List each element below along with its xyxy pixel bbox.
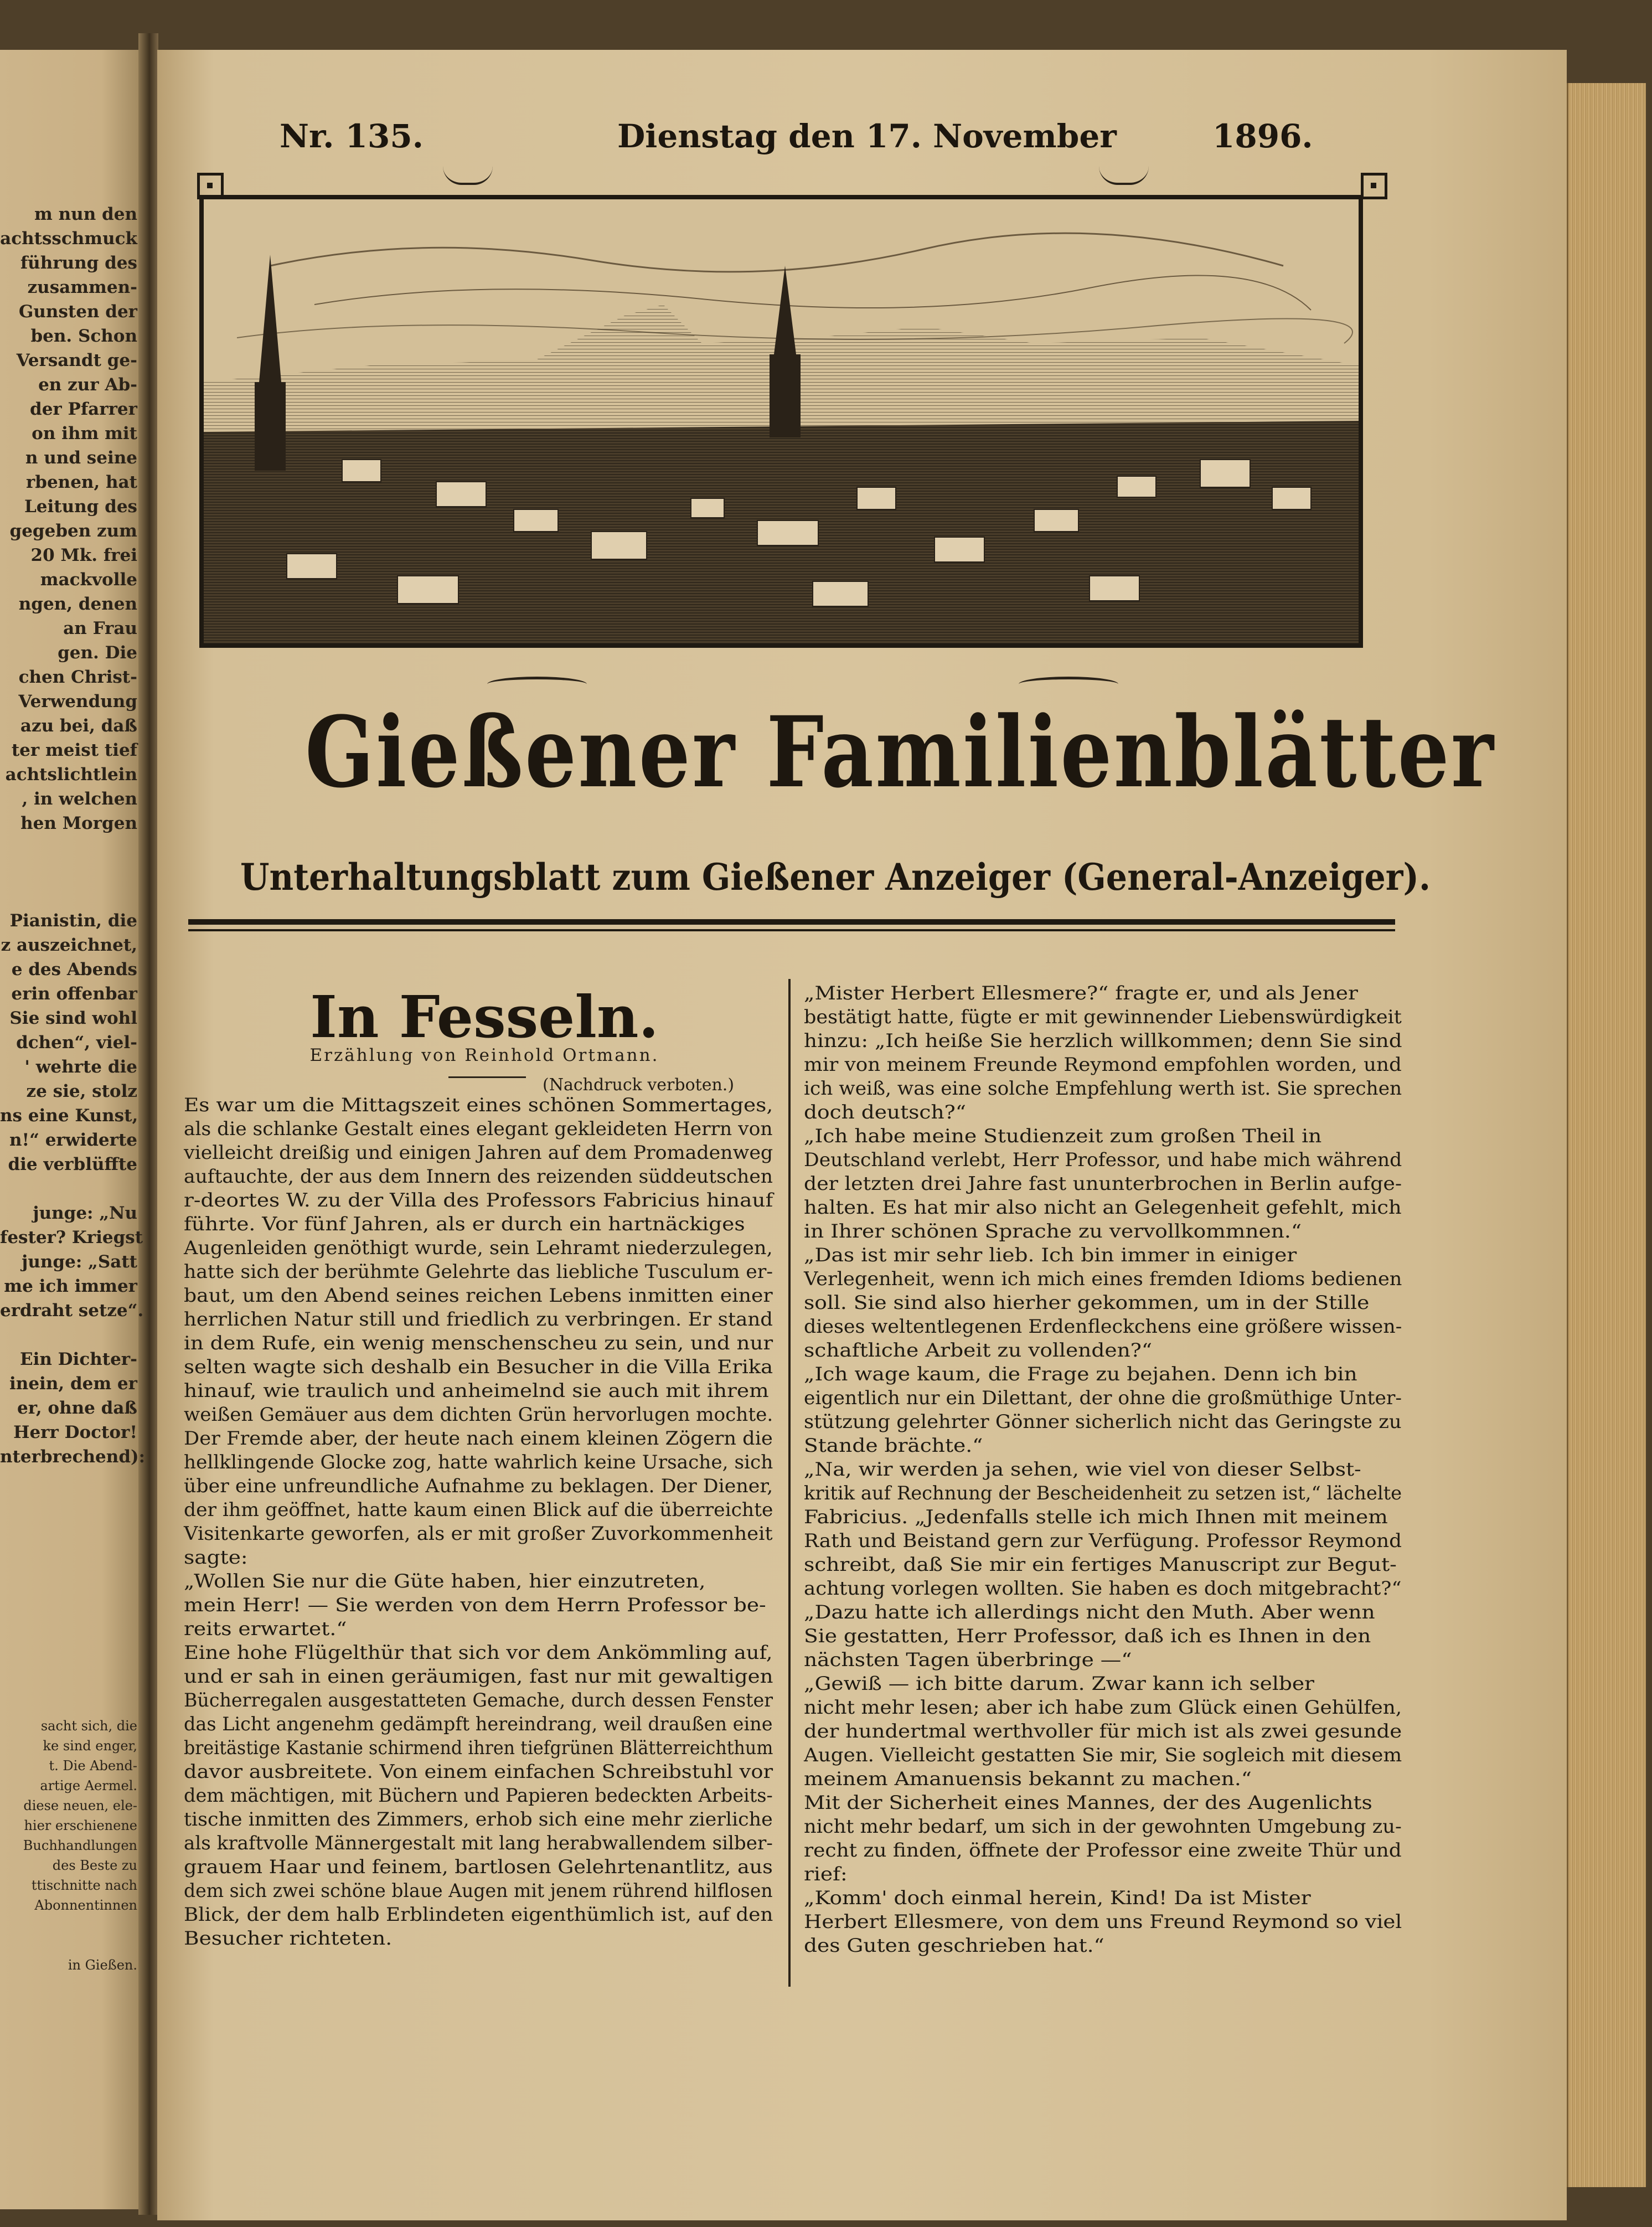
article-title: In Fesseln. <box>310 983 659 1051</box>
issue-number: Nr. 135. <box>280 117 424 155</box>
article-text-line: Es war um die Mittagszeit eines schönen Sommertages, <box>184 1094 773 1116</box>
article-text-line: mein Herr! — Sie werden von dem Herrn Professor be- <box>184 1594 766 1616</box>
article-text-line: doch deutsch?“ <box>804 1101 966 1123</box>
article-text-line: davor ausbreitete. Von einem einfachen Schreibstuhl vor <box>184 1761 773 1782</box>
previous-page-line: 20 Mk. frei <box>30 545 137 565</box>
article-text-line: kritik auf Rechnung der Bescheidenheit zu setzen ist,“ lächelte <box>804 1482 1402 1504</box>
article-text-line: Eine hohe Flügelthür that sich vor dem Ankömmling auf, <box>184 1642 773 1663</box>
masthead-rule-thick <box>188 919 1395 925</box>
article-text-line: und er sah in einen geräumigen, fast nur mit gewaltigen <box>184 1666 773 1687</box>
previous-page-line: gegeben zum <box>9 521 137 541</box>
previous-page-line: ze sie, stolz <box>26 1081 137 1101</box>
previous-page-line: junge: „Nu <box>33 1203 137 1223</box>
masthead-title: Gießener Familienblätter <box>304 695 1496 810</box>
previous-page-line: diese neuen, ele- <box>23 1798 137 1813</box>
article-text-line: selten wagte sich deshalb ein Besucher in die Villa Erika <box>184 1356 773 1378</box>
masthead-rule-thin <box>188 929 1395 931</box>
issue-year: 1896. <box>1212 117 1313 155</box>
article-text-line: eigentlich nur ein Dilettant, der ohne die großmüthige Unter- <box>804 1387 1402 1409</box>
previous-page-line: mackvolle <box>40 570 137 590</box>
previous-page-line: fester? Kriegst <box>0 1228 143 1247</box>
article-text-line: Fabricius. „Jedenfalls stelle ich mich Ihnen mit meinem <box>804 1506 1388 1528</box>
article-text-line: der hundertmal werthvoller für mich ist als zwei gesunde <box>804 1720 1402 1742</box>
article-text-line: reits erwartet.“ <box>184 1618 347 1640</box>
article-text-line: „Komm' doch einmal herein, Kind! Da ist Mister <box>804 1887 1311 1909</box>
article-text-line: dem mächtigen, mit Büchern und Papieren bedeckten Arbeits- <box>184 1785 773 1806</box>
previous-page-line: Sie sind wohl <box>9 1008 137 1028</box>
town-panorama-drawing <box>204 199 1359 643</box>
article-byline: Erzählung von Reinhold Ortmann. <box>309 1045 659 1065</box>
previous-page-line: z auszeichnet, <box>1 935 137 955</box>
article-column-left <box>184 1093 773 1950</box>
previous-page-line: an Frau <box>63 618 137 638</box>
previous-page-line: der Pfarrer <box>30 399 137 419</box>
article-text-line: „Ich habe meine Studienzeit zum großen Theil in <box>804 1125 1322 1147</box>
article-text-line: der ihm geöffnet, hatte kaum einen Blick auf die überreichte <box>184 1499 773 1520</box>
previous-page-line: rbenen, hat <box>25 472 137 492</box>
article-text-line: auftauchte, der aus dem Innern des reizenden süddeutschen <box>184 1166 773 1187</box>
previous-page-line: n und seine <box>25 448 137 468</box>
previous-page-line: achtslichtlein <box>5 765 137 785</box>
previous-page-line: Buchhandlungen <box>23 1838 137 1853</box>
article-text-line: Herbert Ellesmere, von dem uns Freund Reymond so viel <box>804 1911 1402 1932</box>
article-text-line: herrlichen Natur still und friedlich zu verbringen. Er stand <box>184 1308 773 1330</box>
article-text-line: führte. Vor fünf Jahren, als er durch ein hartnäckiges <box>184 1213 745 1235</box>
article-text-line: „Mister Herbert Ellesmere?“ fragte er, und als Jener <box>804 982 1358 1004</box>
article-text-line: achtung vorlegen wollten. Sie haben es doch mitgebracht?“ <box>804 1578 1402 1599</box>
previous-page-line: erdraht setze“. <box>0 1301 144 1321</box>
article-text-line: „Wollen Sie nur die Güte haben, hier einzutreten, <box>184 1570 706 1592</box>
previous-page-line: Verwendung <box>18 692 137 712</box>
article-text-line: in dem Rufe, ein wenig menschenscheu zu sein, und nur <box>184 1332 773 1354</box>
previous-page-line: nterbrechend): <box>0 1447 146 1467</box>
article-text-line: halten. Es hat mir also nicht an Gelegenheit gefehlt, mich <box>804 1197 1402 1218</box>
previous-page-line: artige Aermel. <box>40 1778 137 1793</box>
article-text-line: „Das ist mir sehr lieb. Ich bin immer in einiger <box>804 1244 1297 1266</box>
title-flourish-left <box>487 677 587 692</box>
previous-page-line: in Gießen. <box>68 1957 137 1973</box>
article-text-line: r-deortes W. zu der Villa des Professors Fabricius hinauf <box>184 1189 773 1211</box>
previous-page-line: hier erschienene <box>24 1818 137 1833</box>
article-text-line: Blick, der dem halb Erblindeten eigenthümlich ist, auf den <box>184 1904 773 1925</box>
article-text-line: „Ich wage kaum, die Frage zu bejahen. Denn ich bin <box>804 1363 1357 1385</box>
previous-page-line: zusammen- <box>27 277 137 297</box>
previous-page-line: ke sind enger, <box>43 1738 137 1754</box>
article-text-line: Visitenkarte geworfen, als er mit großer Zuvorkommenheit <box>184 1523 773 1544</box>
article-text-line: über eine unfreundliche Aufnahme zu beklagen. Der Diener, <box>184 1475 773 1497</box>
article-text-line: der letzten drei Jahre fast ununterbrochen in Berlin aufge- <box>804 1173 1402 1194</box>
previous-page-line: ngen, denen <box>18 594 137 614</box>
article-text-line: als kraftvolle Männergestalt mit lang herabwallendem silber- <box>184 1832 773 1854</box>
article-text-line: schaftliche Arbeit zu vollenden?“ <box>804 1339 1153 1361</box>
article-text-line: Verlegenheit, wenn ich mich eines fremden Idioms bedienen <box>804 1268 1402 1290</box>
article-text-line: des Guten geschrieben hat.“ <box>804 1935 1104 1956</box>
previous-page-line: , in welchen <box>22 789 137 809</box>
article-text-line: hatte sich der berühmte Gelehrte das liebliche Tusculum er- <box>184 1261 773 1282</box>
byline-divider <box>448 1076 526 1078</box>
previous-page-line: n!“ erwiderte <box>9 1130 137 1150</box>
article-text-line: stützung gelehrter Gönner sicherlich nicht das Geringste zu <box>804 1411 1402 1432</box>
article-text-line: Augenleiden genöthigt wurde, sein Lehramt niederzulegen, <box>184 1237 773 1259</box>
article-text-line: nicht mehr bedarf, um sich in der gewohnten Umgebung zu- <box>804 1816 1402 1837</box>
article-text-line: baut, um den Abend seines reichen Lebens inmitten einer <box>184 1285 773 1306</box>
previous-page-line: hen Morgen <box>20 813 137 833</box>
previous-page-line: en zur Ab- <box>38 375 137 395</box>
article-text-line: nächsten Tagen überbringe —“ <box>804 1649 1132 1671</box>
previous-page-line: Herr Doctor! <box>13 1422 137 1442</box>
article-text-line: dieses weltentlegenen Erdenfleckchens eine größere wissen- <box>804 1316 1402 1337</box>
title-flourish-right <box>1019 677 1118 692</box>
previous-page-line: Leitung des <box>24 497 137 517</box>
previous-page-line: ' wehrte die <box>24 1057 137 1077</box>
previous-page-line: erin offenbar <box>11 984 137 1004</box>
article-text-line: weißen Gemäuer aus dem dichten Grün hervorlugen mochte. <box>184 1404 773 1425</box>
previous-page-line: ttischnitte nach <box>31 1878 137 1893</box>
previous-page-line: Versandt ge- <box>16 350 137 370</box>
previous-page-line: ns eine Kunst, <box>0 1106 138 1126</box>
previous-page-line: sacht sich, die <box>40 1718 137 1734</box>
article-text-line: soll. Sie sind also hierher gekommen, um in der Stille <box>804 1292 1370 1313</box>
article-text-line: „Na, wir werden ja sehen, wie viel von dieser Selbst- <box>804 1458 1361 1480</box>
previous-page-line: me ich immer <box>4 1276 137 1296</box>
frame-corner-ornament-right <box>1361 173 1387 199</box>
article-text-line: breitästige Kastanie schirmend ihren tiefgrünen Blätterreichthum <box>184 1737 773 1759</box>
article-text-line: in Ihrer schönen Sprache zu vervollkommnen.“ <box>804 1220 1302 1242</box>
article-text-line: recht zu finden, öffnete der Professor eine zweite Thür und <box>804 1839 1402 1861</box>
article-text-line: das Licht angenehm gedämpft hereindrang, weil draußen eine <box>184 1713 773 1735</box>
previous-page-line: inein, dem er <box>9 1374 137 1394</box>
previous-page-line: e des Abends <box>11 960 137 980</box>
previous-page-line: on ihm mit <box>32 424 137 444</box>
page-edges <box>1567 83 1646 2187</box>
previous-page-line: achtsschmuck <box>0 229 137 249</box>
previous-page-line: gen. Die <box>58 643 137 663</box>
previous-page-line: führung des <box>20 253 137 273</box>
article-text-line: sagte: <box>184 1546 248 1568</box>
article-text-line: hellklingende Glocke zog, hatte wahrlich keine Ursache, sich <box>184 1451 773 1473</box>
article-text-line: Mit der Sicherheit eines Mannes, der des Augenlichts <box>804 1792 1372 1813</box>
previous-page-line: t. Die Abend- <box>49 1758 137 1774</box>
previous-page-line: m nun den <box>34 204 137 224</box>
article-text-line: hinauf, wie traulich und anheimelnd sie auch mit ihrem <box>184 1380 769 1401</box>
article-text-line: dem sich zwei schöne blaue Augen mit jenem rührend hilflosen <box>184 1880 773 1901</box>
masthead-subtitle: Unterhaltungsblatt zum Gießener Anzeiger (General-Anzeiger). <box>240 855 1431 899</box>
previous-page-line: dchen“, viel- <box>16 1033 137 1053</box>
issue-date: Dienstag den 17. November <box>617 117 1117 155</box>
previous-page-line: die verblüffte <box>8 1154 137 1174</box>
previous-page-line: Abonnentinnen <box>34 1898 137 1913</box>
article-text-line: hinzu: „Ich heiße Sie herzlich willkommen; denn Sie sind <box>804 1030 1402 1051</box>
previous-page-line: Pianistin, die <box>9 911 137 931</box>
previous-page-line: ben. Schon <box>30 326 137 346</box>
previous-page-line: er, ohne daß <box>17 1398 137 1418</box>
article-text-line: Deutschland verlebt, Herr Professor, und habe mich während <box>804 1149 1402 1171</box>
article-text-line: schreibt, daß Sie mir ein fertiges Manuscript zur Begut- <box>804 1554 1397 1575</box>
previous-page-line: Gunsten der <box>18 302 137 322</box>
reprint-note: (Nachdruck verboten.) <box>543 1075 735 1095</box>
article-text-line: Besucher richteten. <box>184 1927 393 1949</box>
article-text-line: als die schlanke Gestalt eines elegant gekleideten Herrn von <box>184 1118 773 1140</box>
previous-page-line: Ein Dichter- <box>19 1349 137 1369</box>
article-text-line: „Gewiß — ich bitte darum. Zwar kann ich selber <box>804 1673 1315 1694</box>
previous-page-line: des Beste zu <box>52 1858 137 1873</box>
previous-page-line: azu bei, daß <box>20 716 137 736</box>
previous-page-line: ter meist tief <box>11 740 137 760</box>
previous-page-line: chen Christ- <box>18 667 137 687</box>
article-text-line: Rath und Beistand gern zur Verfügung. Professor Reymond <box>804 1530 1402 1551</box>
article-text-line: bestätigt hatte, fügte er mit gewinnender Liebenswürdigkeit <box>804 1006 1402 1028</box>
article-column-right <box>804 981 1402 1957</box>
article-text-line: Bücherregalen ausgestatteten Gemache, durch dessen Fenster <box>184 1689 773 1711</box>
article-text-line: tische inmitten des Zimmers, erhob sich eine mehr zierliche <box>184 1808 773 1830</box>
article-text-line: rief: <box>804 1863 848 1885</box>
previous-page-line: junge: „Satt <box>22 1252 137 1272</box>
article-text-line: mir von meinem Freunde Reymond empfohlen worden, und <box>804 1054 1402 1075</box>
article-text-line: ich weiß, was eine solche Empfehlung werth ist. Sie sprechen <box>804 1078 1402 1099</box>
article-text-line: vielleicht dreißig und einigen Jahren auf dem Promadenweg <box>184 1142 773 1163</box>
article-text-line: grauem Haar und feinem, bartlosen Gelehrtenantlitz, aus <box>184 1856 773 1878</box>
article-text-line: nicht mehr lesen; aber ich habe zum Glück einen Gehülfen, <box>804 1697 1402 1718</box>
article-text-line: Sie gestatten, Herr Professor, daß ich es Ihnen in den <box>804 1625 1371 1647</box>
town-engraving-illustration <box>199 195 1363 648</box>
article-text-line: meinem Amanuensis bekannt zu machen.“ <box>804 1768 1252 1790</box>
article-text-line: Stande brächte.“ <box>804 1435 983 1456</box>
article-text-line: „Dazu hatte ich allerdings nicht den Muth. Aber wenn <box>804 1601 1375 1623</box>
article-text-line: Der Fremde aber, der heute nach einem kleinen Zögern die <box>184 1427 773 1449</box>
article-text-line: Augen. Vielleicht gestatten Sie mir, Sie sogleich mit diesem <box>804 1744 1402 1766</box>
